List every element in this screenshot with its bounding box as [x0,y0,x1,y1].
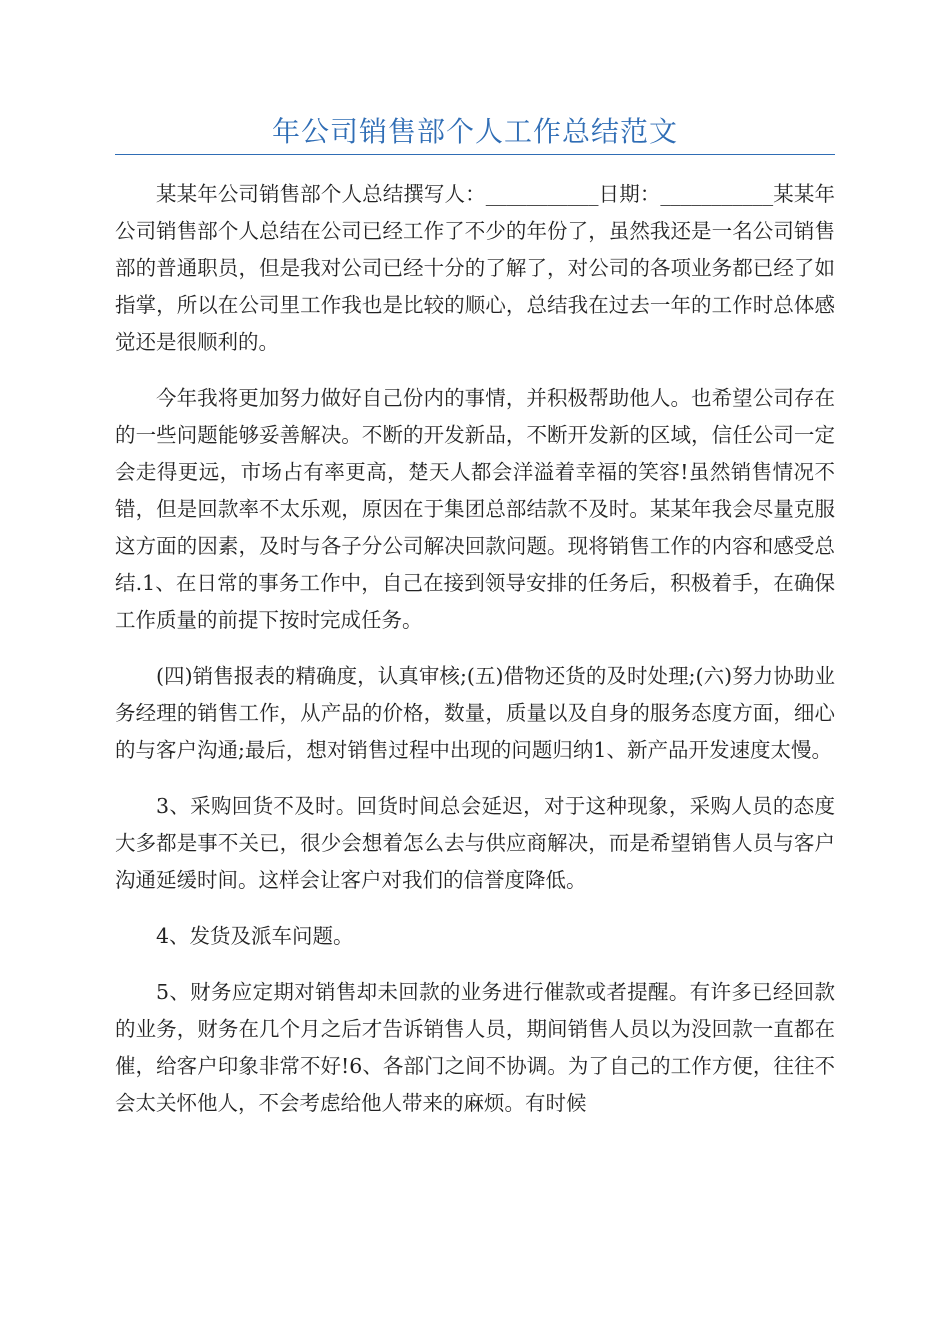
paragraph-plans: 今年我将更加努力做好自己份内的事情，并积极帮助他人。也希望公司存在的一些问题能够妥善解决。不断的开发新品，不断开发新的区域，信任公司一定会走得更远，市场占有率更高，楚天人都会洋溢着幸福的笑容!虽然销售情况不错，但是回款率不太乐观，原因在于集团总部结款不及时。某某年我会尽量克服这方面的因素，及时与各子分公司解决回款问题。现将销售工作的内容和感受总结.1、在日常的事务工作中，自己在接到领导安排的任务后，积极着手，在确保工作质量的前提下按时完成任务。 [115,386,835,632]
paragraph-purchasing: 3、采购回货不及时。回货时间总会延迟，对于这种现象，采购人员的态度大多都是事不关已，很少会想着怎么去与供应商解决，而是希望销售人员与客户沟通延缓时间。这样会让客户对我们的信誉度降低。 [115,794,835,892]
title-underline [115,154,835,155]
paragraph-duties: (四)销售报表的精确度，认真审核;(五)借物还货的及时处理;(六)努力协助业务经理的销售工作，从产品的价格，数量，质量以及自身的服务态度方面，细心的与客户沟通;最后，想对销售过程中出现的问题归纳1、新产品开发速度太慢。 [115,664,835,762]
document-body [115,176,835,1122]
paragraph-delivery: 4、发货及派车问题。 [156,924,354,948]
document-title: 年公司销售部个人工作总结范文 [271,115,678,148]
paragraph-intro: 某某年公司销售部个人总结撰写人：___________日期：___________某某年公司销售部个人总结在公司已经工作了不少的年份了，虽然我还是一名公司销售部的普通职员，但是我对公司已经十分的了解了，对公司的各项业务都已经了如指掌，所以在公司里工作我也是比较的顺心，总结我在过去一年的工作时总体感觉还是很顺利的。 [115,182,835,354]
paragraph-finance: 5、财务应定期对销售却未回款的业务进行催款或者提醒。有许多已经回款的业务，财务在几个月之后才告诉销售人员，期间销售人员以为没回款一直都在催，给客户印象非常不好!6、各部门之间不协调。为了自己的工作方便，往往不会太关怀他人，不会考虑给他人带来的麻烦。有时候 [115,980,835,1115]
